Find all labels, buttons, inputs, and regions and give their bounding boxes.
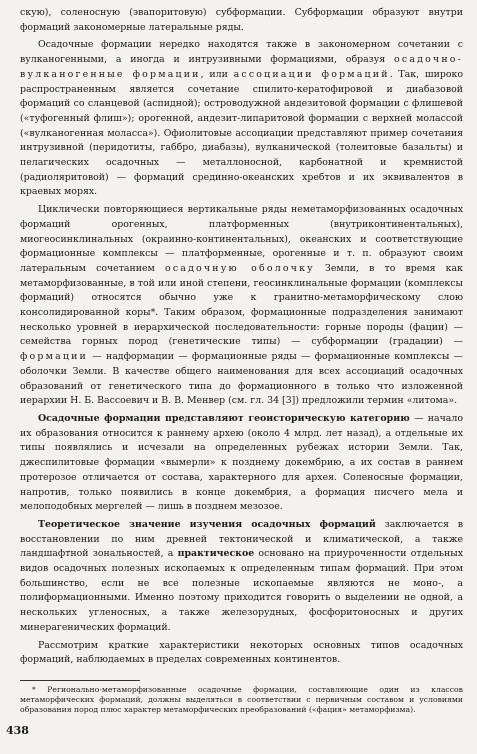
- paragraph: [20, 412, 463, 515]
- text-run: основано на приуроченности отдельных видов осадочных полезных ископаемых к определенным типам формаций. При этом большинство, если не все полезные ископаемые являются не моно-, а полиформационными. Именно поэтому приходится говорить о выделении не одной, а нескольких угленосных, а также железорудных, фосфоритоносных и других минерагенических формаций.: [20, 548, 463, 633]
- text-run: скую), соленосную (эвапоритовую) субформации. Субформации образуют внутри формаций закономерные латеральные ряды.: [20, 7, 463, 33]
- paragraph: [20, 38, 463, 200]
- paragraph: [20, 6, 463, 35]
- spaced-term: осадочно-вулканогенные формации: [20, 54, 463, 80]
- spaced-term: формации: [20, 351, 88, 363]
- text-run: Земли, в то время как метаморфизованные, в той или иной степени, геосинклинальные формации (комплексы формаций) относятся обычно уже к гранитно-метаморфическому слою консолидированной коры*. Таким образом, формационные подразделения занимают несколько уровней в иерархической последовательности: горные породы (фации) — семейства горных пород (генетические типы) — субформации (градации) —: [20, 262, 463, 348]
- footnote-divider: [20, 680, 140, 681]
- body-text: [20, 6, 463, 668]
- text-run: заключается в восстановлении по ним древней тектонической и климатической, а также ландшафтной зональностей, а: [20, 518, 463, 560]
- text-run: . Так, широко распространенным является сочетание спилито-кератофировой и диабазовой формаций со сланцевой (аспидной); островодужной андезитовой формации с флишевой («туфогенный флиш»); орогенной, андезит-липаритовой формации с верхней молассой («вулканогенная моласса»). Офиолитовые ассоциации представляют пример сочетания интрузивной (перидотиты, габбро, диабазы), вулканической (толеитовые базальты) и пелагических осадочных — металлоносной, карбонатной и кремнистой (радиоляритовой) — формаций срединно-океанских хребтов и их эквивалентов в краевых морях.: [20, 68, 463, 198]
- text-run: — начало их образования относится к раннему архею (около 4 млрд. лет назад), а отдельные их типы появлялись и исчезали на определенных рубежах истории Земли. Так, джеспилитовые формации «вымерли» к позднему докембрию, а их состав в раннем протерозое отличается от состава, характерного для архея. Соленосные формации, напротив, только появились в конце докембрия, а формация писчего мела и мелоподобных мергелей — лишь в позднем мезозое.: [20, 412, 463, 513]
- bold-term: Теоретическое значение изучения осадочных формаций: [38, 518, 376, 530]
- paragraph: [20, 518, 463, 636]
- footnote: * Регионально-метаморфизованные осадочные формации, составляющие один из классов метаморфических формаций, должны выделяться в соответствии с первичным составом и условиями образования пород плюс характер метаморфических преобразований («фация» метаморфизма).: [20, 684, 463, 714]
- page-number: 438: [6, 724, 29, 737]
- text-run: Рассмотрим краткие характеристики некоторых основных типов осадочных формаций, наблюдаемых в пределах современных континентов.: [20, 639, 463, 666]
- text-run: Циклически повторяющиеся вертикальные ряды неметаморфизованных осадочных формаций орогенных, платформенных (внутриконтинентальных), миогеосинклинальных (окраинно-континентальных), океанских и соответствующие формационные комплексы — платформенные, орогенные и т. п. образуют своим латеральным сочетанием: [20, 204, 463, 274]
- text-run: Осадочные формации нередко находятся также в закономерном сочетании с вулканогенными, а иногда и интрузивными формациями, образуя: [20, 39, 463, 66]
- text-run: , или: [200, 68, 234, 80]
- spaced-term: осадочную оболочку: [165, 262, 315, 274]
- spaced-term: ассоциации формаций: [233, 68, 390, 80]
- paragraph: [20, 639, 463, 668]
- paragraph: [20, 203, 463, 409]
- bold-term: практическое: [177, 548, 255, 560]
- text-run: — надформации — формационные ряды — формационные комплексы — оболочки Земли. В качестве общего наименования для всех ассоциаций осадочных образований от генетического типа до формационного в только что изложенной иерархии Н. Б. Вассоевич и В. В. Менвер (см. гл. 34 [3]) предложили термин «литома».: [20, 351, 463, 407]
- bold-term: Осадочные формации представляют геоисторическую категорию: [38, 412, 410, 424]
